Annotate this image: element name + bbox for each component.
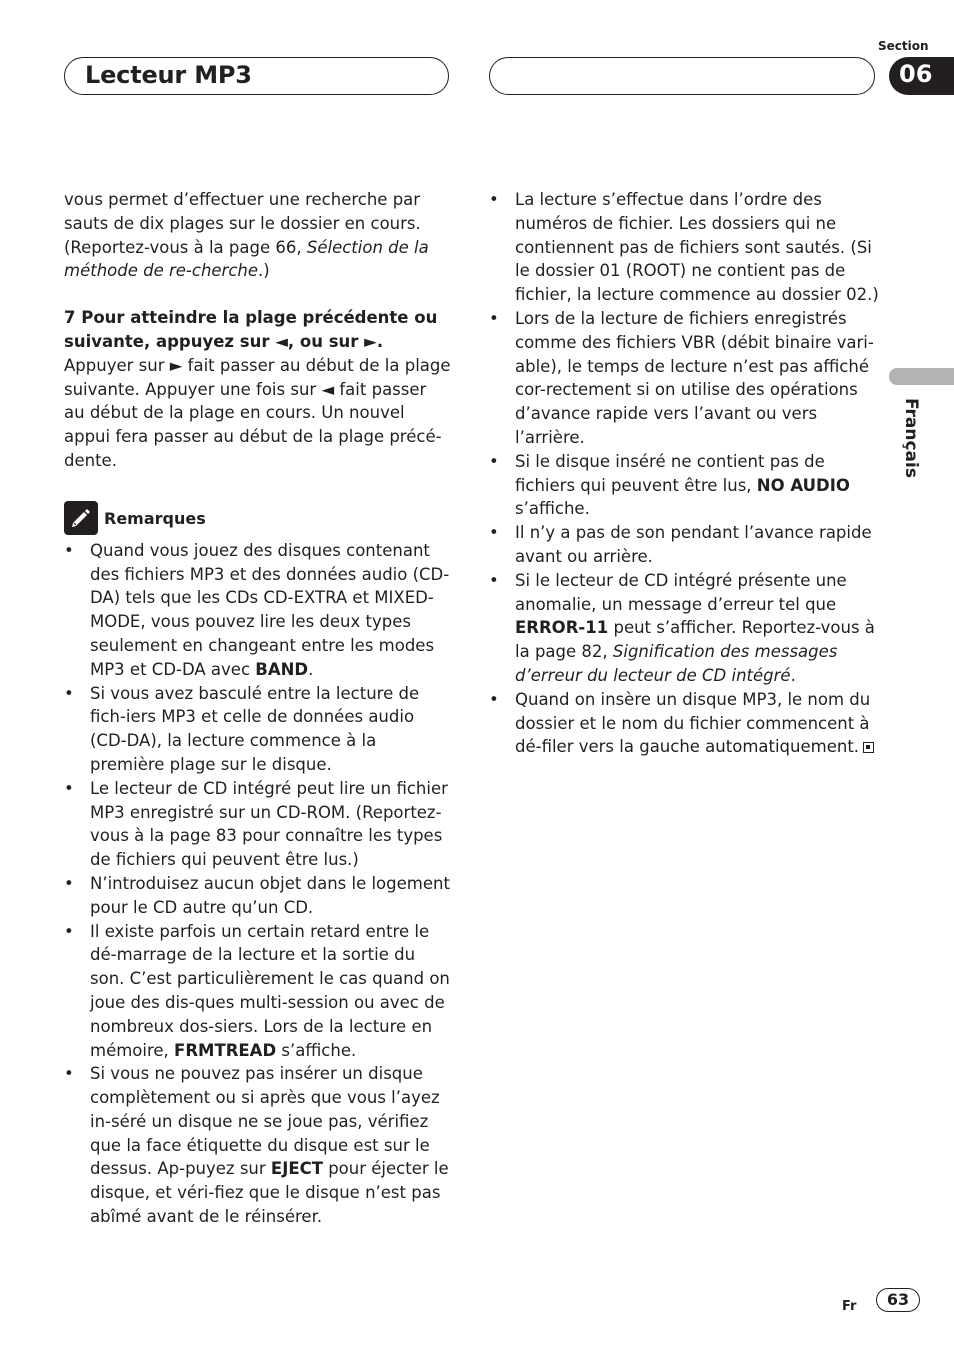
notes-title: Remarques bbox=[104, 508, 206, 528]
step-heading: 7 Pour atteindre la plage précédente ou suivante, appuyez sur ◄, ou sur ►. bbox=[64, 308, 438, 351]
left-column bbox=[64, 188, 452, 1229]
section-number: 06 bbox=[899, 60, 933, 88]
intro-paragraph bbox=[64, 188, 452, 283]
list-item: • Le lecteur de CD intégré peut lire un fichier MP3 enregistré sur un CD-ROM. (Reportez-vous à la page 83 pour connaître les types de fichiers qui peuvent être lus.) bbox=[64, 777, 452, 872]
list-item: • Lors de la lecture de fichiers enregistrés comme des fichiers VBR (débit binaire vari-able), le temps de lecture n’est pas affiché cor-rectement si on utilise des opérations d’avance rapide vers l’avant ou vers l’arrière. bbox=[489, 307, 879, 450]
bullet-list bbox=[489, 188, 879, 759]
intro-text: vous permet d’effectuer une recherche par sauts de dix plages sur le dossier en cours. (Reportez-vous à la page 66, bbox=[64, 190, 421, 257]
list-item: • N’introduisez aucun objet dans le logement pour le CD autre qu’un CD. bbox=[64, 872, 452, 920]
step-body: Appuyer sur ► fait passer au début de la plage suivante. Appuyer une fois sur ◄ fait passer au début de la plage en cours. Un nouvel appui fera passer au début de la plage précé-dente. bbox=[64, 355, 451, 470]
list-item: • Si le lecteur de CD intégré présente une anomalie, un message d’erreur tel que ERROR-11 peut s’afficher. Reportez-vous à la page 82, Signification des messages d’erreur du lecteur de CD intégré. bbox=[489, 569, 879, 688]
language-text: Français bbox=[901, 398, 921, 478]
list-item: • Il existe parfois un certain retard entre le dé-marrage de la lecture et la sortie du son. C’est particulièrement le cas quand on joue des dis-ques multi-session ou avec de nombreux dos-siers. Lors de la lecture en mémoire, FRMTREAD s’affiche. bbox=[64, 920, 452, 1063]
list-item: • Si le disque inséré ne contient pas de fichiers qui peuvent être lus, NO AUDIO s’affiche. bbox=[489, 450, 879, 521]
language-tab-marker bbox=[889, 368, 954, 385]
header-blank-frame bbox=[489, 57, 875, 95]
end-mark-icon bbox=[863, 742, 874, 753]
notes-header bbox=[64, 501, 452, 535]
list-item: • Quand on insère un disque MP3, le nom du dossier et le nom du fichier commencent à dé-filer vers la gauche automatiquement. bbox=[489, 688, 879, 759]
title-frame bbox=[64, 57, 449, 95]
notes-list bbox=[64, 539, 452, 1229]
page-number: 63 bbox=[876, 1288, 920, 1312]
language-label bbox=[889, 398, 929, 488]
list-item: • La lecture s’effectue dans l’ordre des numéros de fichier. Les dossiers qui ne contiennent pas de fichiers sont sautés. (Si le dossier 01 (ROOT) ne contient pas de fichier, la lecture commence au dossier 02.) bbox=[489, 188, 879, 307]
right-column bbox=[489, 188, 879, 759]
list-item: • Il n’y a pas de son pendant l’avance rapide avant ou arrière. bbox=[489, 521, 879, 569]
language-code: Fr bbox=[842, 1299, 857, 1314]
list-item: • Si vous ne pouvez pas insérer un disque complètement ou si après que vous l’ayez in-séré un disque ne se joue pas, vérifiez que la face étiquette du disque est sur le dessus. Ap-puyez sur EJECT pour éjecter le disque, et véri-fiez que le disque n’est pas abîmé avant de le réinsérer. bbox=[64, 1062, 452, 1229]
intro-reference: Sélection de la méthode de re-cherche bbox=[64, 237, 429, 281]
section-number-tab bbox=[889, 57, 954, 95]
list-item: • Quand vous jouez des disques contenant des fichiers MP3 et des données audio (CD-DA) tels que les CDs CD-EXTRA et MIXED-MODE, vous pouvez lire les deux types seulement en changeant entre les modes MP3 et CD-DA avec BAND. bbox=[64, 539, 452, 682]
section-label: Section bbox=[878, 39, 929, 53]
intro-text-end: .) bbox=[258, 261, 270, 281]
list-item: • Si vous avez basculé entre la lecture de fich-iers MP3 et celle de données audio (CD-DA), la lecture commence à la première plage sur le disque. bbox=[64, 682, 452, 777]
pencil-icon bbox=[64, 501, 98, 535]
page-title: Lecteur MP3 bbox=[85, 61, 252, 89]
